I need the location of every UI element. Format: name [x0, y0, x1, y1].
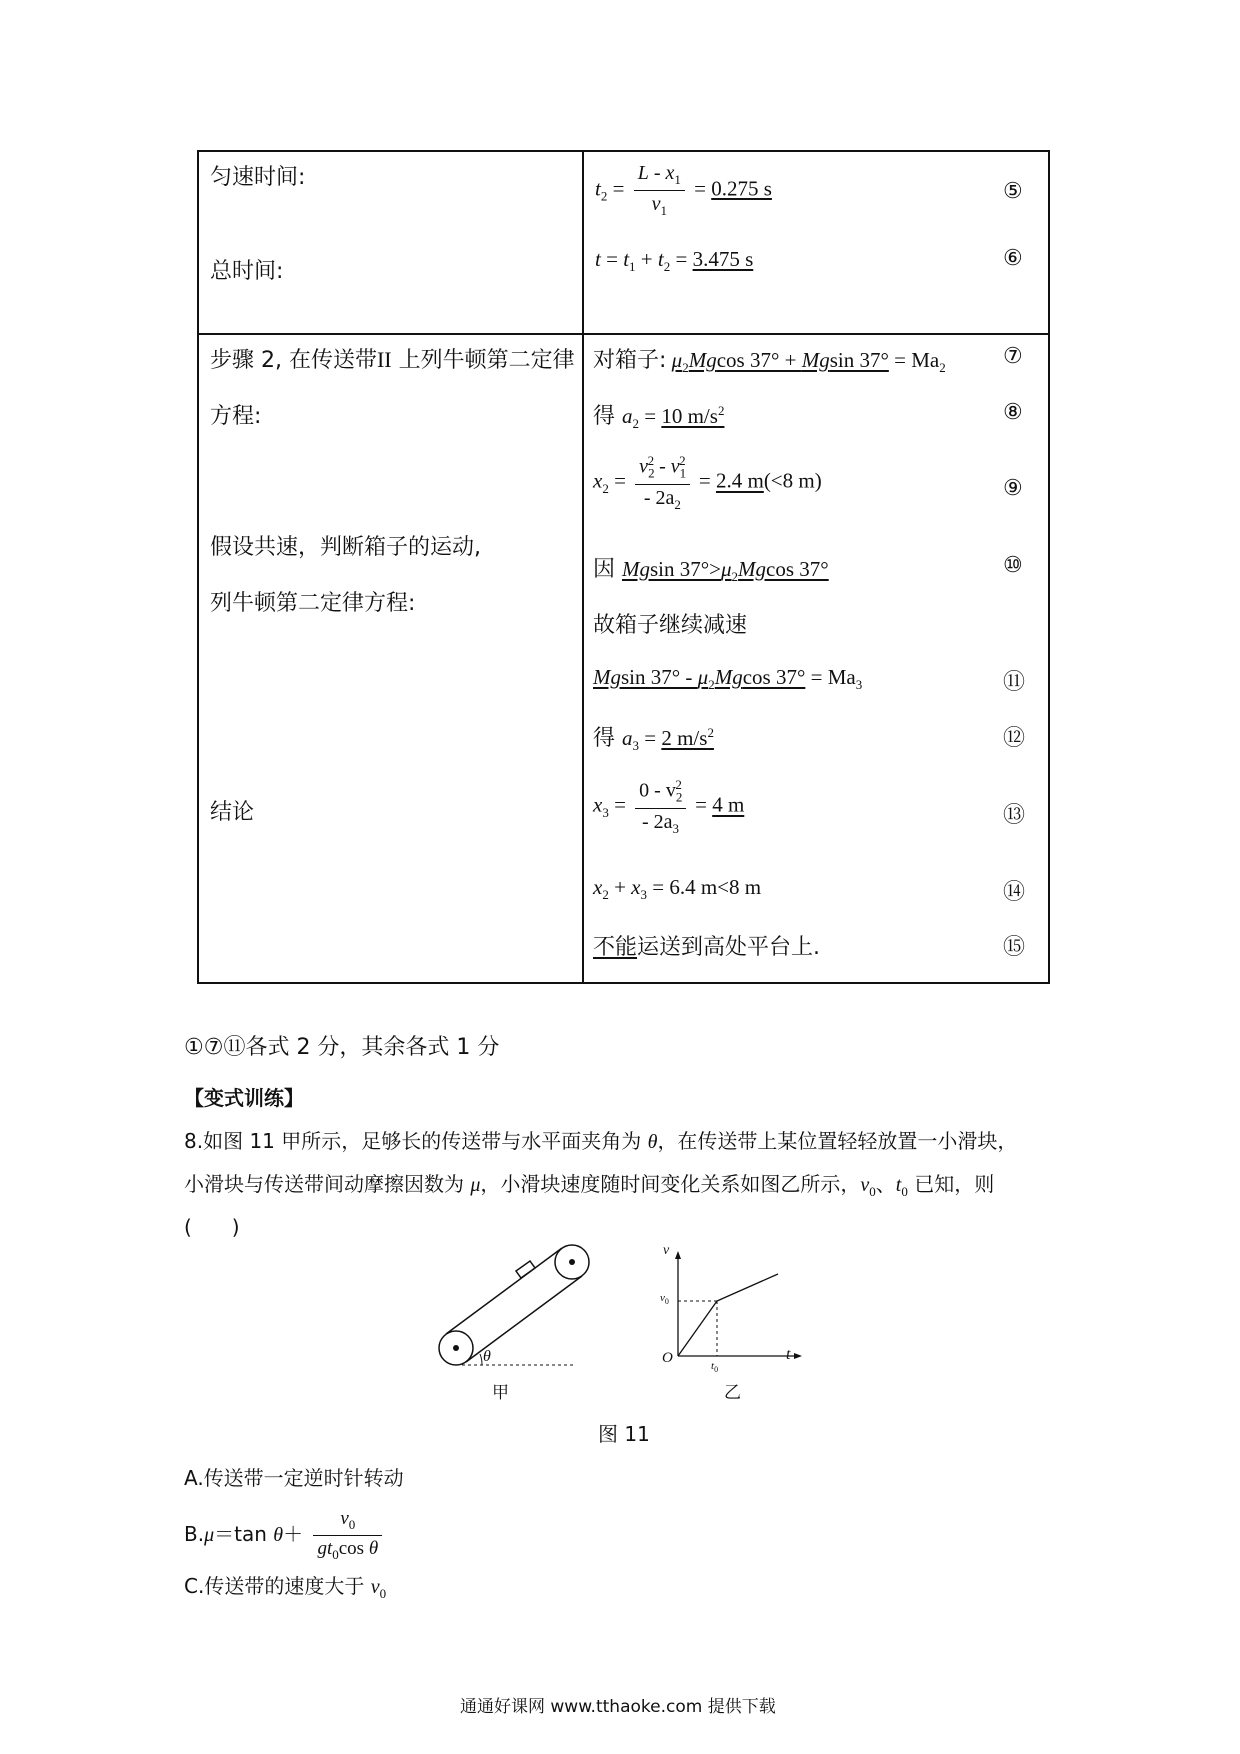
label-newton: 列牛顿第二定律方程: [210, 591, 416, 616]
conveyor-diagram [430, 1240, 610, 1370]
marker-13: ⑬ [1003, 802, 1026, 827]
marker-5: ⑤ [1003, 178, 1023, 203]
label-equation: 方程: [210, 404, 262, 429]
equation-10: 因 Mgsin $37^\circ>\mu_2Mgcos$ 37° [593, 557, 829, 585]
option-a: A.传送带一定逆时针转动 [184, 1466, 404, 1490]
segment-accelerate [678, 1301, 717, 1356]
label-total-time: 总时间: [210, 259, 284, 284]
footer-credit: 通通好课网 www.tthaoke.com 提供下载 [460, 1697, 776, 1717]
marker-9: ⑨ [1003, 475, 1023, 500]
marker-11: ⑪ [1003, 669, 1026, 694]
equation-7: 对箱子: $\mu_2Mgcos$ 37° + Mgsin $37^\circ = Ma_2$ [593, 348, 946, 376]
axis-t-label: t [786, 1346, 791, 1363]
v0-tick-label: $v_0$ [660, 1292, 669, 1307]
equation-5: $t_2$ = $\frac{L - x_1}{v_1}$ = 0.275 s [595, 162, 772, 218]
label-yi: 乙 [724, 1383, 741, 1403]
label-conclusion: 结论 [210, 800, 255, 825]
equation-15: 不能运送到高处平台上. [593, 935, 821, 960]
marker-14: ⑭ [1003, 879, 1026, 904]
segment-after-t0 [717, 1274, 778, 1301]
label-step2: 步骤 2, 在传送带II 上列牛顿第二定律 [210, 347, 575, 373]
theta-label: θ [483, 1348, 491, 1365]
label-jia: 甲 [492, 1383, 509, 1403]
marker-12: ⑫ [1003, 725, 1026, 750]
section-title: 【变式训练】 [184, 1086, 304, 1110]
conclusion-decelerate: 故箱子继续减速 [593, 613, 748, 638]
belt-top [446, 1248, 562, 1334]
equation-12: 得 $a_3 = 2$ $m/s^2$ [593, 725, 714, 754]
figure-caption: 图 11 [598, 1422, 650, 1446]
question-line-2: 小滑块与传送带间动摩擦因数为 μ，小滑块速度随时间变化关系如图乙所示，$v_0$、$t_0$ 已知，则 [184, 1172, 995, 1199]
question-answer-bracket: ( ) [184, 1215, 240, 1239]
question-line-1: 8.如图 11 甲所示，足够长的传送带与水平面夹角为 θ，在传送带上某位置轻轻放置一小滑块， [184, 1129, 1018, 1153]
marker-10: ⑩ [1003, 552, 1023, 577]
option-c: C.传送带的速度大于 $v_0$ [184, 1574, 387, 1601]
equation-9: $x_2$ = $\frac{v_2^2 - v_1^2}{- 2a_2}$ = 2.4 m(<8 m) [593, 453, 822, 512]
marker-6: ⑥ [1003, 245, 1023, 270]
slider-block [516, 1261, 535, 1278]
t0-tick-label: $t_0$ [711, 1360, 719, 1375]
label-assume: 假设共速，判断箱子的运动, [210, 535, 481, 560]
marker-15: ⑮ [1003, 934, 1026, 959]
origin-label: O [662, 1350, 673, 1366]
equation-13: $x_3$ = $\frac{0 - v_2^2}{- 2a_3}$ = 4 m [593, 777, 745, 836]
option-b: B.μ＝tan θ＋ $\frac{v_0}{gt_0\cos \theta}$ [184, 1508, 386, 1563]
equation-8: 得 $a_2 = 10$ $m/s^2$ [593, 403, 725, 432]
equation-11: Mgsin $37^\circ - \mu_2Mgcos$ $37^\circ = Ma_3$ [593, 665, 863, 693]
axis-v-label: v [663, 1243, 670, 1258]
equation-14: $x_2 + x_3 = 6.4$ m<8 m [593, 875, 762, 903]
scoring-note: ①⑦⑪各式 2 分，其余各式 1 分 [184, 1035, 500, 1060]
marker-8: ⑧ [1003, 399, 1023, 424]
equation-6: $t = t_1 + t_2 = 3.475$ s [595, 247, 754, 275]
marker-7: ⑦ [1003, 343, 1023, 368]
label-uniform-time: 匀速时间: [210, 165, 306, 190]
